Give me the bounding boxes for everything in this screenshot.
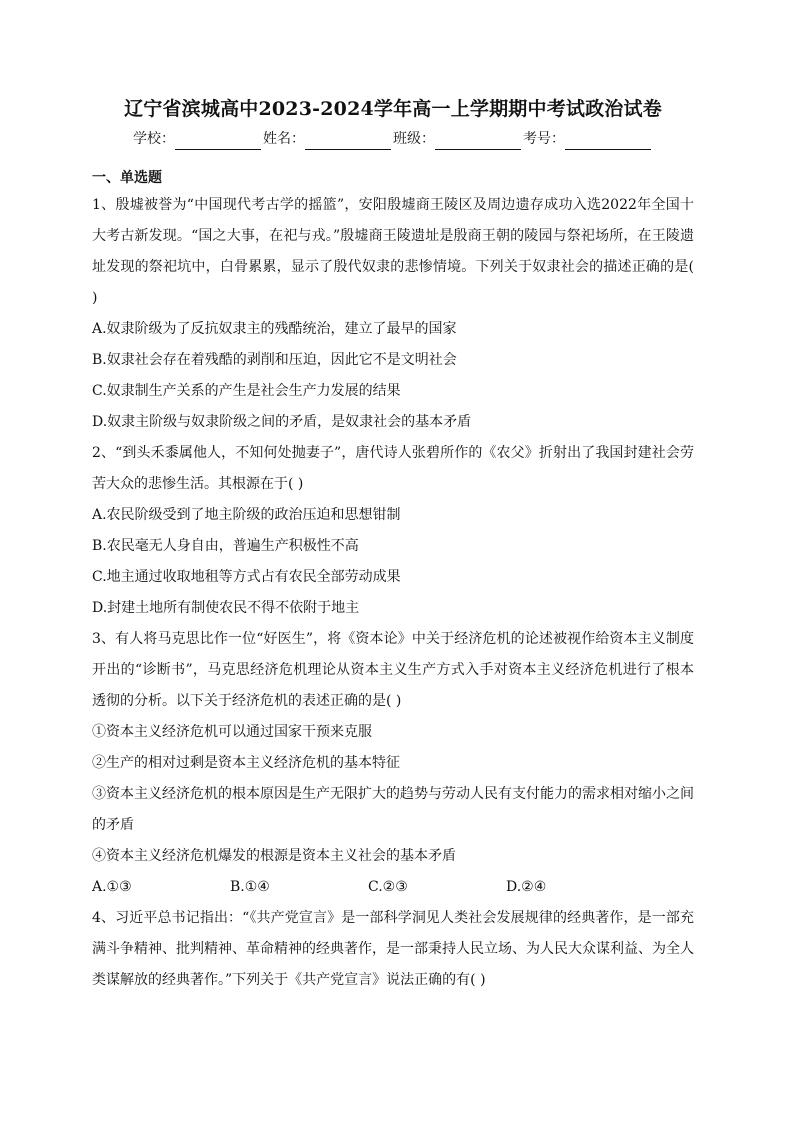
exam-number-blank[interactable] [565, 133, 651, 150]
school-field [133, 128, 263, 150]
name-field [263, 128, 393, 150]
name-blank[interactable] [305, 133, 391, 150]
question-1-option-d: D.奴隶主阶级与奴隶阶级之间的矛盾，是奴隶社会的基本矛盾 [92, 414, 472, 430]
section-title: 一、单选题 [92, 170, 162, 186]
question-3-statement-1: ①资本主义经济危机可以通过国家干预来克服 [92, 724, 372, 740]
question-1-option-b: B.奴隶社会存在着残酷的剥削和压迫，因此它不是文明社会 [92, 352, 457, 368]
question-4-stem: 4、习近平总书记指出：“《共产党宣言》是一部科学洞见人类社会发展规律的经典著作，是一部充满斗争精神、批判精神、革命精神的经典著作，是一部秉持人民立场、为人民大众谋利益、为全人类谋解放的经典著作。”下列关于《共产党宣言》说法正确的有( ) [92, 910, 694, 988]
exam-number-field [523, 128, 653, 150]
question-3-stem: 3、有人将马克思比作一位“好医生”，将《资本论》中关于经济危机的论述被视作给资本主义制度开出的“诊断书”，马克思经济危机理论从资本主义生产方式入手对资本主义经济危机进行了根本透彻的分析。以下关于经济危机的表述正确的是( ) [92, 631, 694, 709]
question-3-option-a: A.①③ [92, 879, 132, 895]
question-2-stem: 2、“到头禾黍属他人，不知何处抛妻子”，唐代诗人张碧所作的《农父》折射出了我国封建社会劳苦大众的悲惨生活。其根源在于( ) [92, 445, 694, 492]
question-2-option-a: A.农民阶级受到了地主阶级的政治压迫和思想钳制 [92, 507, 401, 523]
class-field [393, 128, 523, 150]
class-label: 班级： [393, 131, 435, 147]
question-3-statement-4: ④资本主义经济危机爆发的根源是资本主义社会的基本矛盾 [92, 848, 456, 864]
class-blank[interactable] [435, 133, 521, 150]
question-3-statement-2: ②生产的相对过剩是资本主义经济危机的基本特征 [92, 755, 400, 771]
question-1-stem: 1、殷墟被誉为“中国现代考古学的摇篮”，安阳殷墟商王陵区及周边遗存成功入选2022年全国十大考古新发现。“国之大事，在祀与戎。”殷墟商王陵遗址是殷商王朝的陵园与祭祀场所，在王陵遗址发现的祭祀坑中，白骨累累，显示了殷代奴隶的悲惨情境。下列关于奴隶社会的描述正确的是( ) [92, 197, 694, 306]
question-2-option-b: B.农民毫无人身自由，普遍生产积极性不高 [92, 538, 359, 554]
school-label: 学校： [133, 131, 175, 147]
exam-number-label: 考号： [523, 131, 565, 147]
question-3-statement-3: ③资本主义经济危机的根本原因是生产无限扩大的趋势与劳动人民有支付能力的需求相对缩小之间的矛盾 [92, 786, 694, 833]
question-1-option-c: C.奴隶制生产关系的产生是社会生产力发展的结果 [92, 383, 401, 399]
question-2-option-c: C.地主通过收取地租等方式占有农民全部劳动成果 [92, 569, 401, 585]
question-3-option-b: B.①④ [230, 879, 270, 895]
question-2-option-d: D.封建土地所有制使农民不得不依附于地主 [92, 600, 360, 616]
question-1-option-a: A.奴隶阶级为了反抗奴隶主的残酷统治，建立了最早的国家 [92, 321, 457, 337]
student-info-line [92, 128, 694, 150]
question-3-options [92, 872, 694, 903]
question-3-option-d: D.②④ [506, 879, 547, 895]
school-blank[interactable] [175, 133, 261, 150]
name-label: 姓名： [263, 131, 305, 147]
exam-title: 辽宁省滨城高中2023-2024学年高一上学期期中考试政治试卷 [124, 98, 662, 120]
question-3-option-c: C.②③ [368, 879, 408, 895]
